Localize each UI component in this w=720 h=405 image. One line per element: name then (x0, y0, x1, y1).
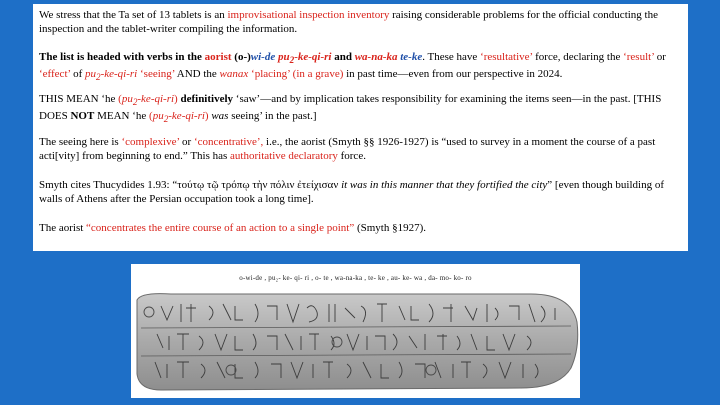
p3-paren-close: ) (174, 93, 178, 105)
p3-was: was (208, 110, 229, 123)
p2-text-f: of (70, 68, 86, 81)
p4-complexive: ‘complexive’ (121, 136, 180, 148)
p6-highlight: “concentrates the entire course of an action to a single point” (86, 222, 355, 234)
p2-o: (o-) (231, 51, 251, 63)
p3-paren2: ( (149, 110, 153, 123)
paragraph-3 (39, 92, 685, 126)
p3-sub2: 2 (163, 114, 169, 125)
p3-paren-open: ( (118, 93, 122, 105)
p3-text-b: ‘saw’—and by implication takes responsibility for examining the items seen—in the past. [THIS DOES (39, 93, 662, 123)
p2-puke4: -ke-qi-ri (100, 68, 138, 81)
tablet-image (131, 264, 580, 398)
p4-concentrative: ‘concentrative’, (193, 136, 264, 148)
p5-text-b: ” [even though building of walls of Athens after the Persian occupation took a long time]. (39, 179, 664, 205)
p4-authoritative: authoritative declaratory (230, 150, 338, 162)
p4-text-d: force. (337, 150, 366, 162)
p2-wanax: wanax (219, 68, 249, 81)
p4-text-c: i.e., the aorist (Smyth §§ 1926-1927) is “used to survey in a moment the course of a past acti[vity] from beginning to end.” This has (39, 136, 656, 162)
p2-text-i: in past time—even from our perspective in 2024. (343, 68, 563, 81)
p3-not: NOT (70, 110, 95, 123)
p2-aorist: aorist (204, 51, 232, 63)
p2-text-g: AND the (174, 68, 220, 81)
p2-text-c: . These have (422, 51, 481, 63)
p3-puke2: -ke-qi-ri (137, 93, 175, 105)
p2-wanaka: wa-na-ka (354, 51, 398, 63)
paragraph-5 (39, 178, 685, 206)
p4-text-b: or (179, 136, 194, 148)
p2-teke: te-ke (397, 51, 423, 63)
tablet-drawing (131, 264, 580, 398)
p1-text-b: raising considerable problems for the official conducting the inspection and the tablet-writer compiling the information. (39, 9, 658, 35)
p1-text-a: We stress that the Ta set of 13 tablets is an (39, 9, 228, 21)
p2-effect: ‘effect’ (39, 68, 71, 81)
p2-puke2: -ke-qi-ri (294, 51, 332, 63)
p3-text-c: MEAN ‘he (94, 110, 150, 123)
p2-seeing: ‘seeing’ (137, 68, 175, 81)
p4-text-a: The seeing here is (39, 136, 122, 148)
p2-puke3: pu (85, 68, 97, 81)
p2-resultative: ‘resultative’ (480, 51, 533, 63)
p2-text-a: The list is headed with verbs in the (39, 51, 205, 63)
p5-text-a: Smyth cites Thucydides 1.93: “τούτῳ τῷ τρόπῳ τὴν πόλιν ἐτείχισαν (39, 179, 342, 191)
p2-and: and (331, 51, 355, 63)
paragraph-4 (39, 135, 685, 163)
p2-grave: (in a grave) (292, 68, 344, 81)
p3-sub: 2 (132, 97, 138, 108)
p1-highlight: improvisational inspection inventory (227, 9, 390, 21)
p2-text-e: or (654, 51, 666, 63)
text-panel (33, 4, 688, 251)
p3-paren3: ) (204, 110, 209, 123)
p3-text-a: THIS MEAN ‘he (39, 93, 119, 105)
p3-puke3: pu (152, 110, 164, 123)
p2-sub2: 2 (96, 72, 101, 83)
p2-sub: 2 (289, 55, 295, 66)
p2-wide: wi-de (250, 51, 276, 63)
p2-placing: ‘placing’ (248, 68, 290, 81)
p2-result: ‘result’ (623, 51, 655, 63)
paragraph-1 (39, 8, 685, 36)
p3-text-d: seeing’ in the past.] (228, 110, 317, 123)
p6-text-a: The aorist (39, 222, 87, 234)
paragraph-6 (39, 221, 685, 235)
tablet-caption: o-wi-de , pu₂- ke- qi- ri , o- te , wa-na-ka , te- ke , au- ke- wa , da- mo- ko- ro (239, 274, 472, 282)
p2-puke: pu (277, 51, 290, 63)
p5-italic: it was in this manner that they fortified the city (341, 179, 548, 191)
p3-puke: pu (121, 93, 133, 105)
p3-puke4: -ke-qi-ri (168, 110, 205, 123)
p6-text-b: (Smyth §1927). (354, 222, 427, 234)
p2-text-d: force, declaring the (532, 51, 624, 63)
paragraph-2 (39, 50, 685, 84)
p3-definitively: definitively (177, 93, 234, 105)
